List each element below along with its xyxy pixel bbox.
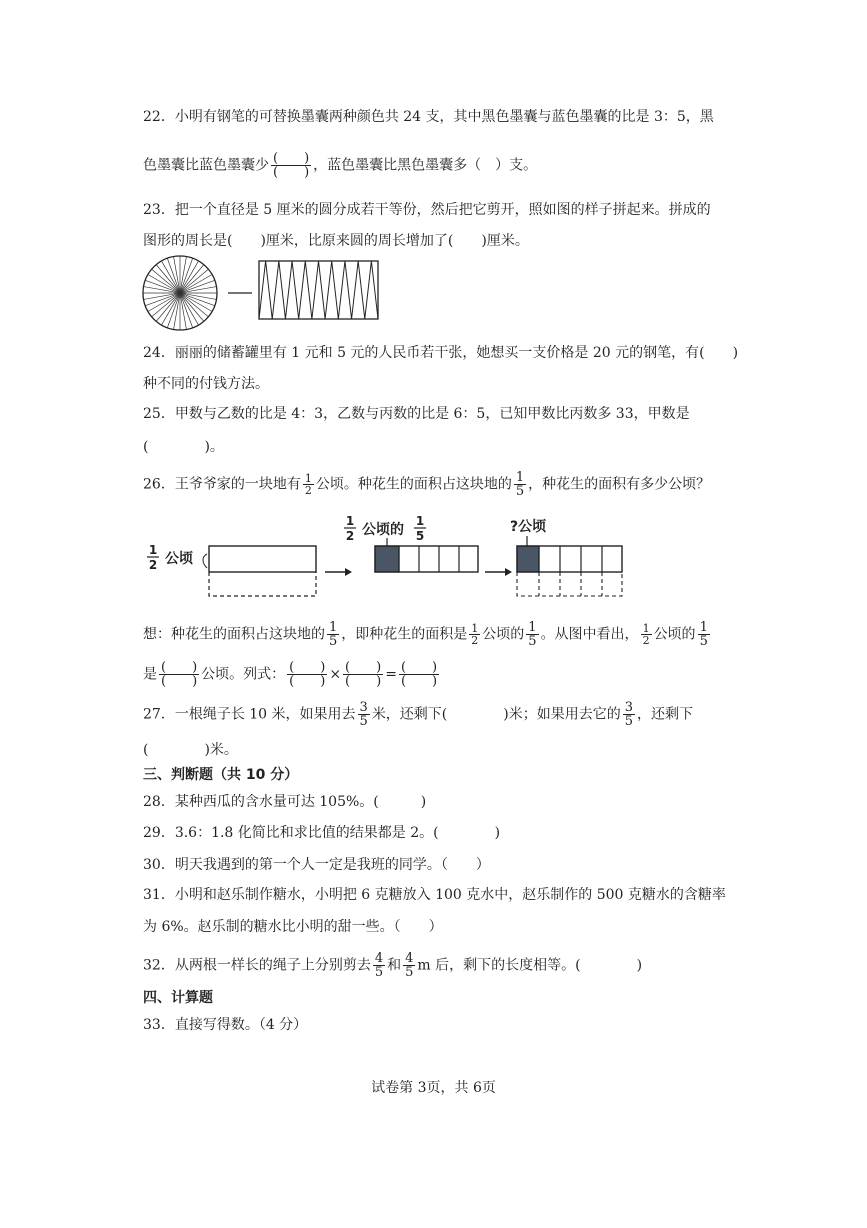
q30: 30．明天我遇到的第一个人一定是我班的同学。（ ） xyxy=(143,857,490,873)
q23-line2: 图形的周长是( )厘米，比原来圆的周长增加了( )厘米。 xyxy=(143,233,529,249)
frac-num: 1 xyxy=(329,620,338,635)
frac-fifth xyxy=(526,621,538,648)
formula-frac-1 xyxy=(287,661,327,688)
frac-num: ( ) xyxy=(345,660,382,675)
q24-line2: 种不同的付钱方法。 xyxy=(143,376,269,392)
q26-diagram xyxy=(145,510,635,602)
q32-frac-2 xyxy=(403,952,415,979)
frac-num: 1 xyxy=(528,620,537,635)
frac-den: 5 xyxy=(515,484,525,499)
q23-figure xyxy=(140,255,385,333)
q22-line2 xyxy=(143,152,537,179)
formula-frac-3 xyxy=(399,661,439,688)
arrow-1-head xyxy=(345,568,352,576)
bar-fifths-shaded xyxy=(375,546,399,572)
q26-think xyxy=(143,621,712,648)
bar-whole-dashed xyxy=(209,572,316,596)
frac-num: 1 xyxy=(415,514,425,528)
q27-line1 xyxy=(143,701,693,728)
frac-den: 2 xyxy=(148,558,158,572)
bar-final-shaded xyxy=(517,546,539,572)
q22-fraction-blank xyxy=(271,152,311,179)
q25-line1: 25．甲数与乙数的比是 4：3，乙数与丙数的比是 6：5，已知甲数比丙数多 33，甲数是 xyxy=(143,406,690,422)
formula-frac-2 xyxy=(343,661,383,688)
think-e: 公顷的 xyxy=(653,626,696,643)
frac-num: 1 xyxy=(304,472,312,485)
label-half-hectare xyxy=(147,543,193,572)
frac-den: 5 xyxy=(329,634,338,649)
frac-num: 1 xyxy=(471,622,479,635)
q22-text-b: ，蓝色墨囊比黑色墨囊多（ ）支。 xyxy=(313,157,538,174)
frac-den: 5 xyxy=(405,965,414,980)
q28: 28．某种西瓜的含水量可达 105%。( ) xyxy=(143,794,427,810)
unit-label: 公顷 xyxy=(165,551,193,567)
q27-frac-2 xyxy=(623,701,635,728)
q27-line2: ( )米。 xyxy=(143,742,238,758)
frac-den: 5 xyxy=(528,634,537,649)
frac-den: ( ) xyxy=(345,674,382,689)
q26-answer xyxy=(143,661,441,688)
think-b: ，即种花生的面积是 xyxy=(341,626,468,643)
label-text: 公顷的 xyxy=(362,522,404,538)
q22-line1: 22．小明有钢笔的可替换墨囊两种颜色共 24 支，其中黑色墨囊与蓝色墨囊的比是 3：5，黑 xyxy=(143,109,714,125)
q33: 33．直接写得数。（4 分） xyxy=(143,1017,308,1033)
equals-sign: = xyxy=(385,666,397,683)
frac-den: 2 xyxy=(471,634,479,647)
bar-final-dashed xyxy=(517,572,622,596)
ans-b: 公顷。列式： xyxy=(201,666,286,683)
think-c: 公顷的 xyxy=(482,626,525,643)
think-d: 。从图中看出， xyxy=(540,626,639,643)
q22-text-a: 色墨囊比蓝色墨囊少 xyxy=(143,157,269,174)
frac-den: ( ) xyxy=(161,674,198,689)
frac-num: 1 xyxy=(699,620,708,635)
label-unknown-hectare: ?公顷 xyxy=(510,519,547,535)
frac-num: 1 xyxy=(345,514,355,528)
think-a: 想：种花生的面积占这块地的 xyxy=(143,626,325,643)
q26-text-b: 公顷。种花生的面积占这块地的 xyxy=(315,476,512,493)
arrow-2-head xyxy=(505,568,512,576)
frac-den: 2 xyxy=(642,634,650,647)
q26-text-c: ，种花生的面积有多少公顷？ xyxy=(528,476,711,493)
frac-num: ( ) xyxy=(289,660,326,675)
ans-a: 是 xyxy=(143,666,157,683)
q32-text-c: m 后，剩下的长度相等。( ) xyxy=(417,957,643,974)
q31-line2: 为 6%。赵乐制的糖水比小明的甜一些。（ ） xyxy=(143,919,443,935)
frac-fifth xyxy=(698,621,710,648)
q29: 29．3.6：1.8 化简比和求比值的结果都是 2。( ) xyxy=(143,825,501,841)
frac-num: 3 xyxy=(359,700,368,715)
frac-den: 5 xyxy=(624,714,634,729)
section-judgement-heading: 三、判断题（共 10 分） xyxy=(143,767,299,783)
frac-den: ( ) xyxy=(289,674,326,689)
q32-text-b: 和 xyxy=(387,957,402,974)
answer-fraction-blank xyxy=(159,661,199,688)
rearranged-shape-border xyxy=(259,261,378,319)
q31-line1: 31．小明和赵乐制作糖水，小明把 6 克糖放入 100 克水中，赵乐制作的 500 克糖水的含糖率 xyxy=(143,887,726,903)
q26-frac-fifth xyxy=(514,471,526,498)
brace-left xyxy=(203,554,207,568)
frac-num: 3 xyxy=(624,700,634,715)
q32 xyxy=(143,952,642,979)
q26-question xyxy=(143,471,710,498)
q26-frac-half xyxy=(303,473,314,496)
frac-half xyxy=(469,623,480,646)
frac-num: 1 xyxy=(642,622,650,635)
q27-text-a: 27．一根绳子长 10 米，如果用去 xyxy=(143,706,356,723)
frac-den: 5 xyxy=(359,714,368,729)
frac-fifth xyxy=(327,621,339,648)
q32-text-a: 32．从两根一样长的绳子上分别剪去 xyxy=(143,957,371,974)
q27-text-c: ，还剩下 xyxy=(637,706,694,723)
q25-line2: ( )。 xyxy=(143,439,224,455)
frac-num: 4 xyxy=(405,951,414,966)
frac-num: 1 xyxy=(515,470,525,485)
frac-den: 5 xyxy=(699,634,708,649)
bar-half-hectare xyxy=(209,546,316,572)
frac-num: ( ) xyxy=(161,660,198,675)
frac-num: 4 xyxy=(374,951,384,966)
frac-den: 5 xyxy=(374,965,384,980)
q32-frac-1 xyxy=(373,952,385,979)
frac-den: 2 xyxy=(304,484,312,497)
section-calculation-heading: 四、计算题 xyxy=(143,990,213,1006)
q22-frac-den: ( ) xyxy=(273,165,310,180)
q27-text-b: 米，还剩下( )米；如果用去它的 xyxy=(371,706,621,723)
times-sign: × xyxy=(329,666,342,683)
frac-den: 5 xyxy=(415,529,425,543)
q26-text-a: 26．王爷爷家的一块地有 xyxy=(143,476,301,493)
q22-frac-num: ( ) xyxy=(273,151,310,166)
q24-line1: 24．丽丽的储蓄罐里有 1 元和 5 元的人民币若干张，她想买一支价格是 20 元的钢笔，有( ) xyxy=(143,345,739,361)
label-half-of-fifth xyxy=(344,514,426,543)
frac-half xyxy=(641,623,652,646)
frac-den: ( ) xyxy=(400,674,438,689)
frac-num: ( ) xyxy=(400,660,438,675)
q23-line1: 23．把一个直径是 5 厘米的圆分成若干等份，然后把它剪开，照如图的样子拼起来。拼成的 xyxy=(143,202,711,218)
rearranged-sectors xyxy=(259,261,378,319)
page-footer: 试卷第 3页，共 6页 xyxy=(371,1080,496,1096)
frac-num: 1 xyxy=(148,543,158,557)
frac-den: 2 xyxy=(345,529,355,543)
q27-frac-1 xyxy=(358,701,370,728)
